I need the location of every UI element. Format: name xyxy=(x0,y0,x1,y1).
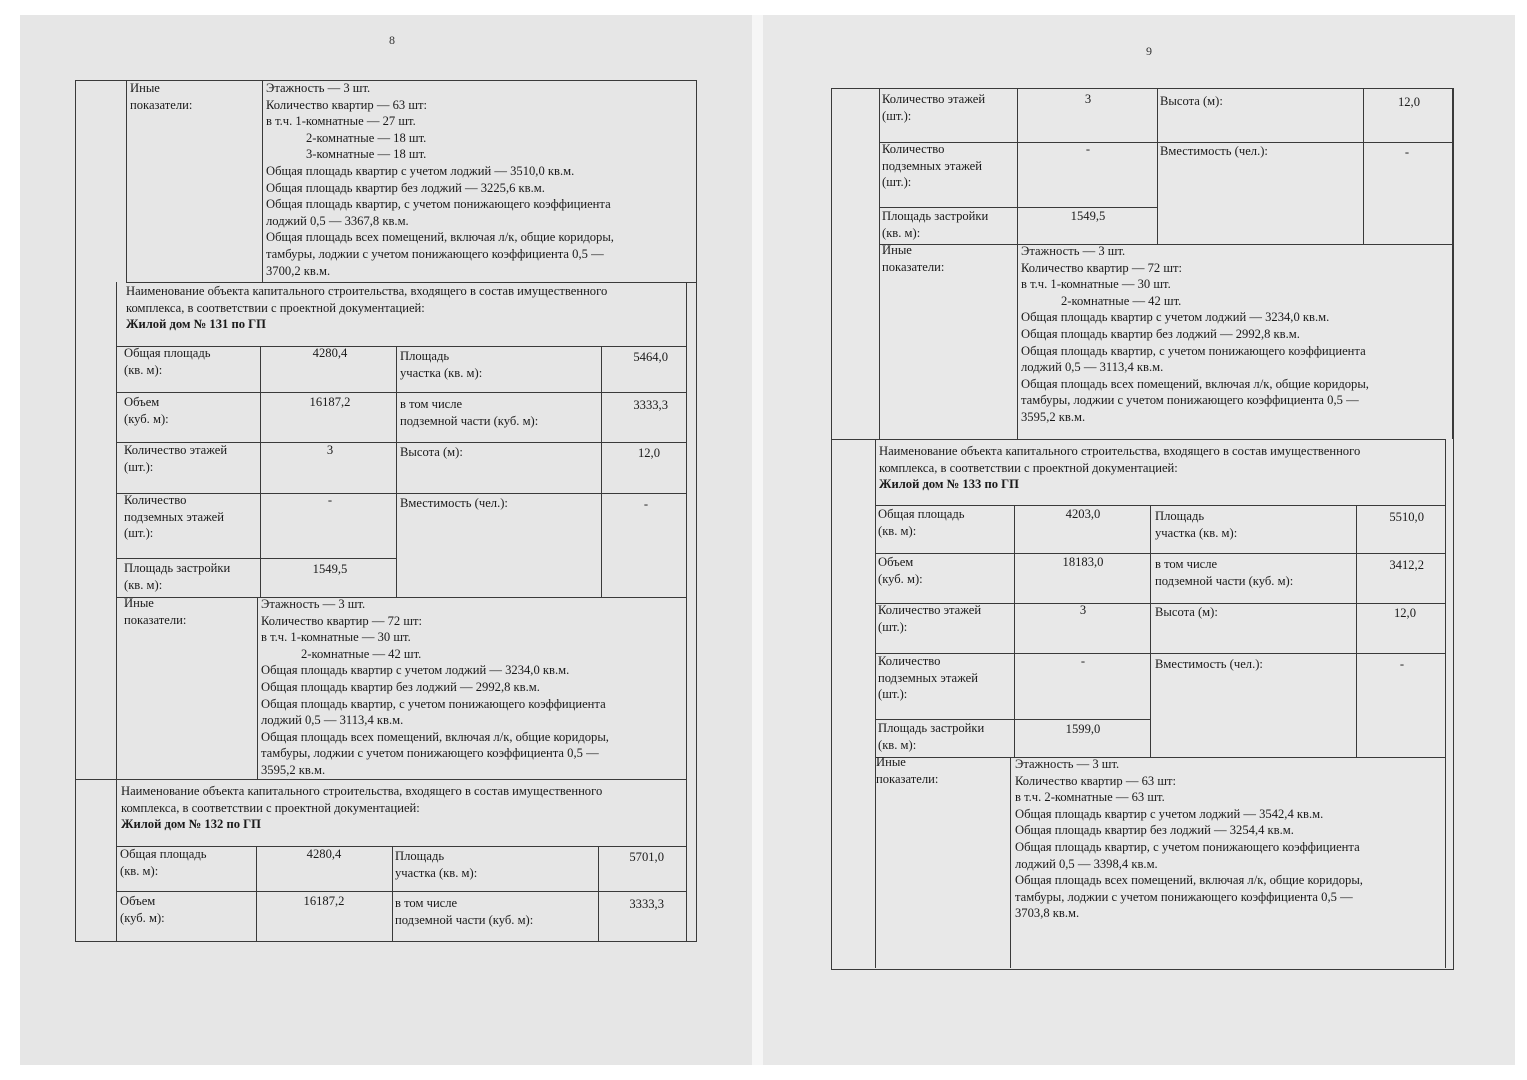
height-label: Высота (м): xyxy=(1155,605,1218,619)
object-heading: Наименование объекта капитального строительства, входящего в состав имущественного комплекса, в соответствии с проектной документацией: Жилой дом № 133 по ГП xyxy=(879,444,1361,492)
floors-label: Количество этажей (шт.): xyxy=(878,603,982,634)
page-number: 9 xyxy=(1146,44,1152,58)
object-name: Жилой дом № 133 по ГП xyxy=(879,477,1019,492)
other-indicators-text: Этажность — 3 шт. Количество квартир — 72 шт: в т.ч. 1-комнатные — 30 шт. 2-комнатные — 42 шт. Общая площадь квартир с учетом лоджий — 3234,0 кв.м. Общая площадь квартир без лоджий — 2992,8 кв.м. Общая площадь квартир, с учетом понижающего коэффициента лоджий 0,5 — 3113,4 кв.м. Общая площадь всех помещений, включая л/к, общие коридоры, тамбуры, лоджии с учетом понижающего коэффициента 0,5 — 3595,2 кв.м. xyxy=(261,597,609,777)
other-label: Иные показатели: xyxy=(124,596,187,627)
floors-label: Количество этажей (шт.): xyxy=(124,443,228,474)
built-area-label: Площадь застройки (кв. м): xyxy=(124,561,231,592)
object-name: Жилой дом № 132 по ГП xyxy=(121,817,261,832)
volume-label: Объем (куб. м): xyxy=(124,395,169,426)
built-area-value: 1599,0 xyxy=(1065,722,1101,736)
floors-label: Количество этажей (шт.): xyxy=(882,92,986,123)
built-area-label: Площадь застройки (кв. м): xyxy=(882,209,989,240)
total-area-value: 4203,0 xyxy=(1065,507,1101,521)
underground-floors-label: Количество подземных этажей (шт.): xyxy=(124,493,224,541)
capacity-value: - xyxy=(1399,657,1405,671)
plot-area-value: 5510,0 xyxy=(1389,510,1424,524)
total-area-label: Общая площадь (кв. м): xyxy=(124,346,211,377)
built-area-value: 1549,5 xyxy=(1070,209,1106,223)
other-indicators-text: Этажность — 3 шт. Количество квартир — 72 шт: в т.ч. 1-комнатные — 30 шт. 2-комнатные — 42 шт. Общая площадь квартир с учетом лоджий — 3234,0 кв.м. Общая площадь квартир без лоджий — 2992,8 кв.м. Общая площадь квартир, с учетом понижающего коэффициента лоджий 0,5 — 3113,4 кв.м. Общая площадь всех помещений, включая л/к, общие коридоры, тамбуры, лоджии с учетом понижающего коэффициента 0,5 — 3595,2 кв.м. xyxy=(1021,244,1369,424)
object-name: Жилой дом № 131 по ГП xyxy=(126,317,266,332)
underground-volume-label: в том числе подземной части (куб. м): xyxy=(400,397,539,428)
floors-value: 3 xyxy=(1084,92,1092,106)
object-heading: Наименование объекта капитального строительства, входящего в состав имущественного комплекса, в соответствии с проектной документацией: Жилой дом № 131 по ГП xyxy=(126,284,608,332)
other-label: Иные показатели: xyxy=(882,243,945,274)
underground-volume-value: 3333,3 xyxy=(629,897,664,911)
capacity-value: - xyxy=(1404,145,1410,159)
total-area-value: 4280,4 xyxy=(306,847,342,861)
underground-floors-value: - xyxy=(327,493,333,507)
other-label: Иные показатели: xyxy=(130,81,193,112)
plot-area-value: 5464,0 xyxy=(633,350,668,364)
volume-label: Объем (куб. м): xyxy=(878,555,923,586)
floors-value: 3 xyxy=(1079,603,1087,617)
volume-value: 16187,2 xyxy=(303,894,345,908)
capacity-label: Вместимость (чел.): xyxy=(1160,144,1268,158)
total-area-label: Общая площадь (кв. м): xyxy=(878,507,965,538)
object-heading: Наименование объекта капитального строительства, входящего в состав имущественного комплекса, в соответствии с проектной документацией: Жилой дом № 132 по ГП xyxy=(121,784,603,832)
underground-volume-value: 3412,2 xyxy=(1389,558,1424,572)
page-number: 8 xyxy=(389,33,395,47)
underground-floors-value: - xyxy=(1080,654,1086,668)
capacity-label: Вместимость (чел.): xyxy=(400,496,508,510)
underground-floors-label: Количество подземных этажей (шт.): xyxy=(882,142,982,190)
other-label: Иные показатели: xyxy=(876,755,939,786)
capacity-value: - xyxy=(643,497,649,511)
other-indicators-text: Этажность — 3 шт. Количество квартир — 63 шт: в т.ч. 1-комнатные — 27 шт. 2-комнатные — 18 шт. 3-комнатные — 18 шт. Общая площадь квартир с учетом лоджий — 3510,0 кв.м. Общая площадь квартир без лоджий — 3225,6 кв.м. Общая площадь квартир, с учетом понижающего коэффициента лоджий 0,5 — 3367,8 кв.м. Общая площадь всех помещений, включая л/к, общие коридоры, тамбуры, лоджии с учетом понижающего коэффициента 0,5 — 3700,2 кв.м. xyxy=(266,81,614,278)
height-label: Высота (м): xyxy=(400,445,463,459)
built-area-value: 1549,5 xyxy=(312,562,348,576)
total-area-label: Общая площадь (кв. м): xyxy=(120,847,207,878)
built-area-label: Площадь застройки (кв. м): xyxy=(878,721,985,752)
underground-floors-label: Количество подземных этажей (шт.): xyxy=(878,654,978,702)
volume-value: 16187,2 xyxy=(309,395,351,409)
page-gutter xyxy=(752,15,763,1065)
underground-volume-label: в том числе подземной части (куб. м): xyxy=(1155,557,1294,588)
other-indicators-text: Этажность — 3 шт. Количество квартир — 63 шт: в т.ч. 2-комнатные — 63 шт. Общая площадь квартир с учетом лоджий — 3542,4 кв.м. Общая площадь квартир без лоджий — 3254,4 кв.м. Общая площадь квартир, с учетом понижающего коэффициента лоджий 0,5 — 3398,4 кв.м. Общая площадь всех помещений, включая л/к, общие коридоры, тамбуры, лоджии с учетом понижающего коэффициента 0,5 — 3703,8 кв.м. xyxy=(1015,757,1363,921)
plot-area-value: 5701,0 xyxy=(629,850,664,864)
height-value: 12,0 xyxy=(1393,606,1416,620)
underground-volume-label: в том числе подземной части (куб. м): xyxy=(395,896,534,927)
capacity-label: Вместимость (чел.): xyxy=(1155,657,1263,671)
total-area-value: 4280,4 xyxy=(312,346,348,360)
underground-volume-value: 3333,3 xyxy=(633,398,668,412)
underground-floors-value: - xyxy=(1085,142,1091,156)
height-value: 12,0 xyxy=(637,446,660,460)
volume-value: 18183,0 xyxy=(1062,555,1104,569)
floors-value: 3 xyxy=(326,443,334,457)
height-label: Высота (м): xyxy=(1160,94,1223,108)
plot-area-label: Площадь участка (кв. м): xyxy=(395,849,478,880)
height-value: 12,0 xyxy=(1397,95,1420,109)
volume-label: Объем (куб. м): xyxy=(120,894,165,925)
plot-area-label: Площадь участка (кв. м): xyxy=(1155,509,1238,540)
plot-area-label: Площадь участка (кв. м): xyxy=(400,349,483,380)
